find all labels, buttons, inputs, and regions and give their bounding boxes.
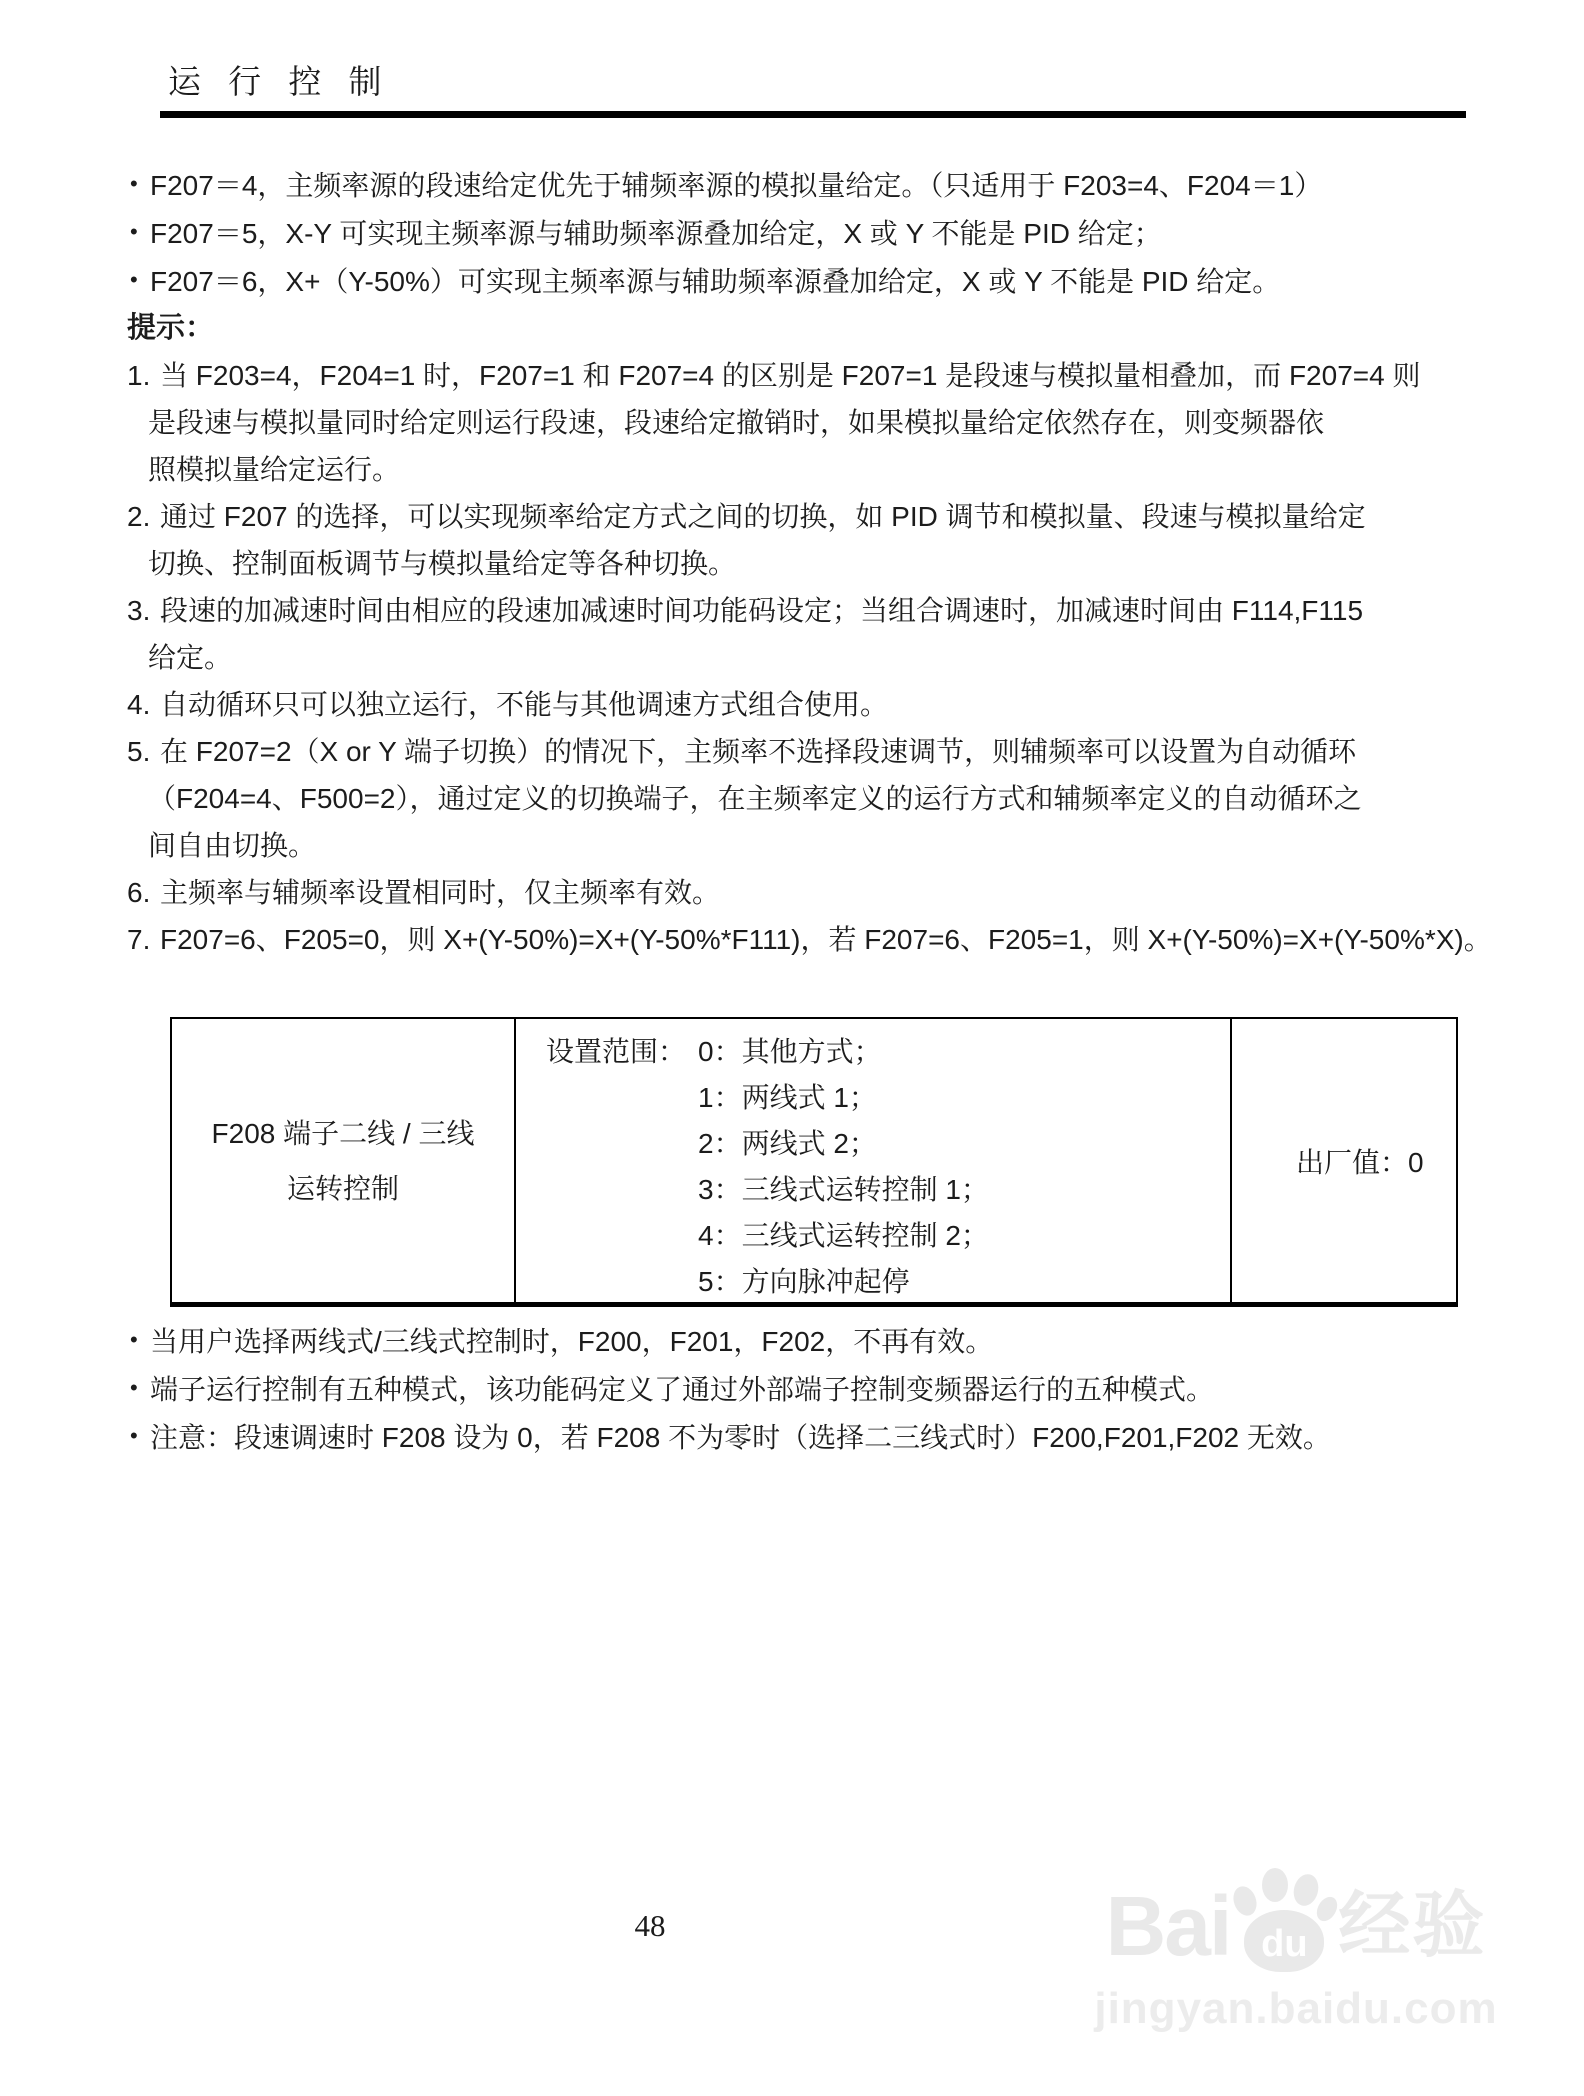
tip-line [127, 493, 1467, 540]
paw-toe-icon [1291, 1871, 1322, 1908]
tip-text: 是段速与模拟量同时给定则运行段速，段速给定撤销时，如果模拟量给定依然存在，则变频器依 [148, 407, 1325, 438]
range-option-text: 4：三线式运转控制 2； [698, 1220, 989, 1251]
tip-number: 2. [127, 501, 151, 532]
jingyan-logo-text: 经验 [1338, 1886, 1487, 1966]
tip-text: 间自由切换。 [148, 830, 317, 861]
bullet-item [130, 160, 1460, 208]
page-title: 运 行 控 制 [168, 63, 391, 100]
bullet-dot-icon: • [130, 171, 138, 196]
bullet-text: 当用户选择两线式/三线式控制时，F200，F201，F202，不再有效。 [150, 1326, 994, 1357]
tip-text: 切换、控制面板调节与模拟量给定等各种切换。 [148, 548, 737, 579]
tip-text: 照模拟量给定运行。 [148, 454, 401, 485]
bullet-text: 端子运行控制有五种模式，该功能码定义了通过外部端子控制变频器运行的五种模式。 [150, 1374, 1215, 1405]
bullet-dot-icon: • [130, 1423, 138, 1448]
tip-line [127, 822, 1467, 869]
tip-line [127, 681, 1467, 728]
range-option [546, 1167, 1230, 1213]
range-option [546, 1121, 1230, 1167]
baidu-paw-icon [1232, 1868, 1336, 1976]
tip-text: 通过 F207 的选择，可以实现频率给定方式之间的切换，如 PID 调节和模拟量、段速与模拟量给定 [160, 501, 1366, 532]
bullet-dot-icon: • [130, 1327, 138, 1352]
tip-line [127, 869, 1467, 916]
table-cell-parameter [172, 1019, 516, 1302]
bullet-item [130, 208, 1460, 256]
tips-heading: 提示： [127, 312, 215, 344]
tip-line [127, 587, 1467, 634]
range-option-text: 5：方向脉冲起停 [698, 1266, 910, 1297]
page-number: 48 [634, 1908, 666, 1943]
tip-line [127, 399, 1467, 446]
tip-text: 自动循环只可以独立运行，不能与其他调速方式组合使用。 [160, 689, 889, 720]
tip-number: 7. [127, 924, 151, 955]
baidu-logo [1086, 1866, 1506, 1976]
header-divider [160, 111, 1466, 118]
paw-toe-icon [1230, 1883, 1261, 1919]
range-label: 设置范围： [546, 1036, 687, 1067]
tip-text: 给定。 [148, 642, 233, 673]
range-option [546, 1075, 1230, 1121]
tip-text: （F204=4、F500=2），通过定义的切换端子，在主频率定义的运行方式和辅频率定义的自动循环之 [148, 783, 1362, 814]
tips-list [127, 352, 1492, 963]
tip-text: 段速的加减速时间由相应的段速加减速时间功能码设定；当组合调速时，加减速时间由 F114,F115 [160, 595, 1364, 626]
tip-line [127, 728, 1467, 775]
bullet-dot-icon: • [130, 1375, 138, 1400]
range-option [546, 1259, 1230, 1305]
tip-text: 在 F207=2（X or Y 端子切换）的情况下，主频率不选择段速调节，则辅频率可以设置为自动循环 [160, 736, 1357, 767]
tip-number: 5. [127, 736, 151, 767]
default-value: 出厂值：0 [1296, 1146, 1424, 1178]
bullet-item [130, 1412, 1460, 1460]
tip-line [127, 634, 1467, 681]
range-option [546, 1213, 1230, 1259]
bullet-text: F207＝6，X+（Y-50%）可实现主频率源与辅助频率源叠加给定，X 或 Y 不能是 PID 给定。 [150, 266, 1281, 297]
bullet-text: F207＝4，主频率源的段速给定优先于辅频率源的模拟量给定。（只适用于 F203=4、F204＝1） [150, 170, 1323, 201]
tip-line [127, 352, 1467, 399]
tip-number: 3. [127, 595, 151, 626]
baidu-logo-text-du: du [1261, 1923, 1308, 1965]
parameter-name-line: F208 端子二线 / 三线 [211, 1117, 475, 1149]
tip-line [127, 446, 1467, 493]
bullet-text: F207＝5，X-Y 可实现主频率源与辅助频率源叠加给定，X 或 Y 不能是 PID 给定； [150, 218, 1162, 249]
tip-text: F207=6、F205=0，则 X+(Y-50%)=X+(Y-50%*F111)，若 F207=6、F205=1，则 X+(Y-50%)=X+(Y-50%*X)。 [160, 924, 1492, 955]
table-cell-range [516, 1019, 1232, 1302]
baidu-jingyan-watermark [1086, 1866, 1506, 2034]
tip-number: 4. [127, 689, 151, 720]
baidu-logo-text-bai: Bai [1105, 1879, 1231, 1973]
bullet-dot-icon: • [130, 219, 138, 244]
bullet-item [130, 1364, 1460, 1412]
bullet-list-top [130, 160, 1460, 304]
bullet-item [130, 1316, 1460, 1364]
parameter-name-line: 运转控制 [286, 1172, 399, 1204]
range-option-text: 1：两线式 1； [698, 1082, 877, 1113]
tip-text: 主频率与辅频率设置相同时，仅主频率有效。 [160, 877, 721, 908]
range-option-text: 0：其他方式； [698, 1036, 882, 1067]
bullet-list-bottom [130, 1316, 1460, 1460]
tip-line [127, 775, 1467, 822]
range-option-text: 3：三线式运转控制 1； [698, 1174, 989, 1205]
tip-number: 6. [127, 877, 151, 908]
parameter-table [170, 1017, 1458, 1307]
range-option-text: 2：两线式 2； [698, 1128, 877, 1159]
paw-toe-icon [1262, 1868, 1288, 1902]
range-option [546, 1029, 1230, 1075]
bullet-dot-icon: • [130, 267, 138, 292]
bullet-text: 注意：段速调速时 F208 设为 0，若 F208 不为零时（选择二三线式时）F200,F201,F202 无效。 [150, 1422, 1331, 1453]
tip-line [127, 916, 1492, 963]
tip-text: 当 F203=4，F204=1 时，F207=1 和 F207=4 的区别是 F207=1 是段速与模拟量相叠加，而 F207=4 则 [160, 360, 1421, 391]
watermark-url: jingyan.baidu.com [1094, 1984, 1498, 2033]
bullet-item [130, 256, 1460, 304]
table-cell-default [1232, 1019, 1456, 1302]
tip-line [127, 540, 1467, 587]
tip-number: 1. [127, 360, 151, 391]
